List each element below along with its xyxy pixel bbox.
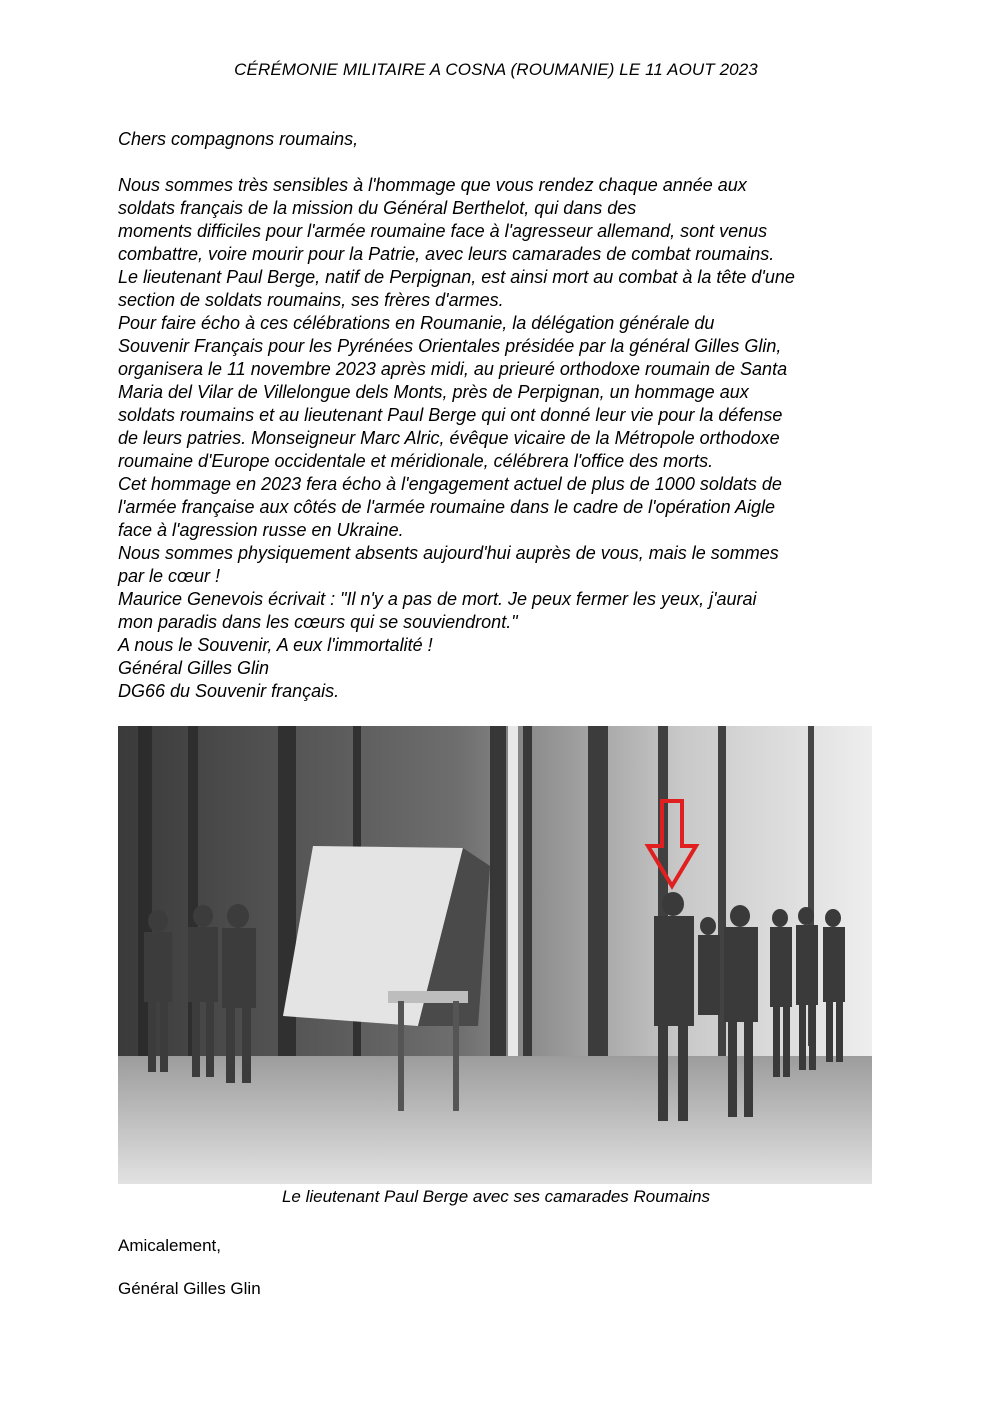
closing-text: Amicalement, xyxy=(118,1236,221,1255)
letter-line: Souvenir Français pour les Pyrénées Orientales présidée par la général Gilles Glin, xyxy=(118,336,782,356)
letter-line: soldats français de la mission du Général Berthelot, qui dans des xyxy=(118,198,637,218)
letter-line: Nous sommes très sensibles à l'hommage que vous rendez chaque année aux xyxy=(118,175,747,195)
letter-signature-name: Général Gilles Glin xyxy=(118,658,270,678)
letter-line: Cet hommage en 2023 fera écho à l'engagement actuel de plus de 1000 soldats de xyxy=(118,474,782,494)
page-title: CÉRÉMONIE MILITAIRE A COSNA (ROUMANIE) LE 11 AOUT 2023 xyxy=(234,60,758,79)
letter-body xyxy=(118,128,888,703)
letter-line: Nous sommes physiquement absents aujourd'hui auprès de vous, mais le sommes xyxy=(118,543,779,563)
letter-line: Maurice Genevois écrivait : "Il n'y a pas de mort. Je peux fermer les yeux, j'aurai xyxy=(118,589,757,609)
letter-line: l'armée française aux côtés de l'armée roumaine dans le cadre de l'opération Aigle xyxy=(118,497,776,517)
letter-line: Maria del Vilar de Villelongue dels Monts, près de Perpignan, un hommage aux xyxy=(118,382,749,402)
letter-line: de leurs patries. Monseigneur Marc Alric, évêque vicaire de la Métropole orthodoxe xyxy=(118,428,780,448)
letter-line: section de soldats roumains, ses frères d'armes. xyxy=(118,290,504,310)
historical-photo xyxy=(118,726,872,1184)
letter-line: A nous le Souvenir, A eux l'immortalité ! xyxy=(118,635,433,655)
birch-trunk xyxy=(508,726,518,1056)
letter-signature-title: DG66 du Souvenir français. xyxy=(118,681,340,701)
letter-line: moments difficiles pour l'armée roumaine face à l'agresseur allemand, sont venus xyxy=(118,221,768,241)
letter-greeting: Chers compagnons roumains, xyxy=(118,129,359,149)
letter-line: mon paradis dans les cœurs qui se souviendront." xyxy=(118,612,518,632)
letter-line: roumaine d'Europe occidentale et méridionale, célébrera l'office des morts. xyxy=(118,451,714,471)
letter-line: soldats roumains et au lieutenant Paul Berge qui ont donné leur vie pour la défense xyxy=(118,405,783,425)
letter-line: organisera le 11 novembre 2023 après midi, au prieuré orthodoxe roumain de Santa xyxy=(118,359,788,379)
letter-line: par le cœur ! xyxy=(118,566,221,586)
signature-text: Général Gilles Glin xyxy=(118,1279,261,1298)
letter-line: Le lieutenant Paul Berge, natif de Perpignan, est ainsi mort au combat à la tête d'une xyxy=(118,267,795,287)
photo-caption: Le lieutenant Paul Berge avec ses camarades Roumains xyxy=(281,1187,711,1206)
photo-illustration xyxy=(118,726,872,1184)
letter-line: combattre, voire mourir pour la Patrie, avec leurs camarades de combat roumains. xyxy=(118,244,775,264)
letter-line: Pour faire écho à ces célébrations en Roumanie, la délégation générale du xyxy=(118,313,715,333)
letter-line: face à l'agression russe en Ukraine. xyxy=(118,520,404,540)
